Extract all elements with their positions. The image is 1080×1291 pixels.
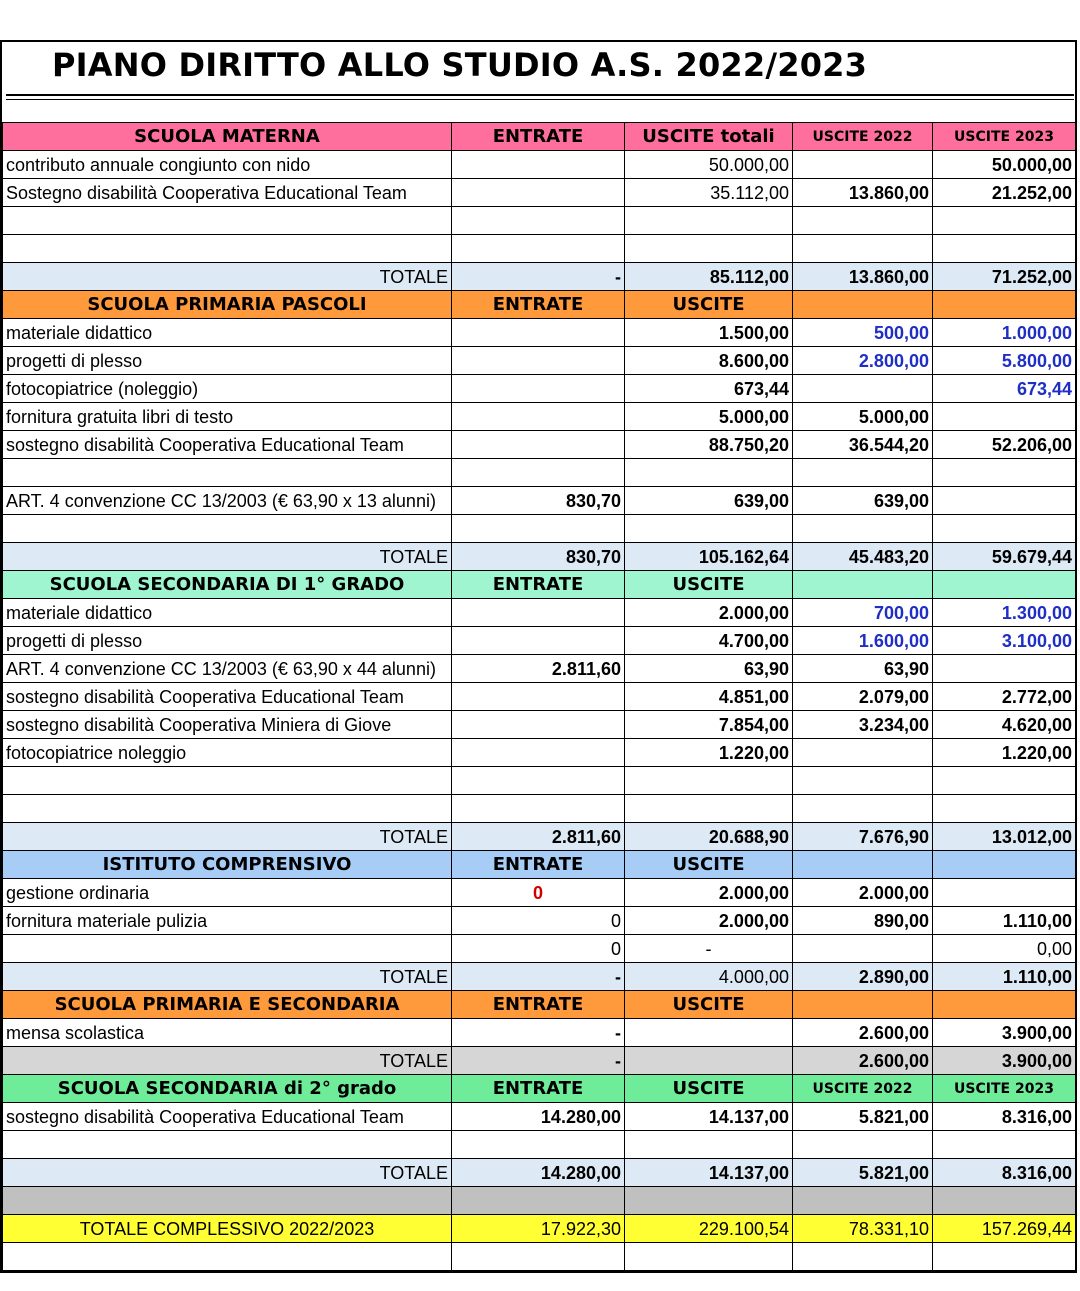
cell-uscite-2022[interactable] xyxy=(793,291,933,319)
cell-uscite-2022[interactable]: 1.600,00 xyxy=(793,627,933,655)
cell-uscite-2023[interactable] xyxy=(933,207,1076,235)
cell-uscite-2022[interactable] xyxy=(793,767,933,795)
cell-uscite-totali[interactable]: USCITE xyxy=(625,1075,793,1103)
cell-uscite-2023[interactable]: 4.620,00 xyxy=(933,711,1076,739)
total-row xyxy=(3,1159,1076,1187)
table-row xyxy=(3,599,1076,627)
cell-uscite-totali[interactable] xyxy=(625,1243,793,1271)
cell-uscite-totali[interactable]: 85.112,00 xyxy=(625,263,793,291)
cell-uscite-2022[interactable] xyxy=(793,571,933,599)
budget-table-body xyxy=(3,123,1076,1271)
cell-uscite-2023[interactable] xyxy=(933,767,1076,795)
cell-entrate[interactable]: 830,70 xyxy=(452,487,625,515)
cell-description[interactable]: progetti di plesso xyxy=(3,347,452,375)
cell-uscite-2022[interactable]: 5.821,00 xyxy=(793,1159,933,1187)
total-row xyxy=(3,823,1076,851)
table-row xyxy=(3,515,1076,543)
cell-uscite-2023[interactable] xyxy=(933,991,1076,1019)
cell-uscite-totali[interactable]: 14.137,00 xyxy=(625,1159,793,1187)
cell-uscite-totali[interactable]: 63,90 xyxy=(625,655,793,683)
grand-total-row xyxy=(3,1215,1076,1243)
cell-description[interactable]: ART. 4 convenzione CC 13/2003 (€ 63,90 x 13 alunni) xyxy=(3,487,452,515)
section-header-row xyxy=(3,123,1076,151)
cell-uscite-totali[interactable]: USCITE xyxy=(625,291,793,319)
cell-description[interactable]: progetti di plesso xyxy=(3,627,452,655)
cell-description[interactable]: sostegno disabilità Cooperativa Educational Team xyxy=(3,1103,452,1131)
cell-uscite-2023[interactable] xyxy=(933,571,1076,599)
cell-entrate[interactable] xyxy=(452,1187,625,1215)
cell-uscite-2022[interactable] xyxy=(793,459,933,487)
cell-entrate[interactable] xyxy=(452,795,625,823)
cell-entrate[interactable] xyxy=(452,207,625,235)
cell-uscite-totali[interactable]: 8.600,00 xyxy=(625,347,793,375)
cell-uscite-2023[interactable]: 1.110,00 xyxy=(933,963,1076,991)
cell-uscite-2022[interactable] xyxy=(793,207,933,235)
cell-uscite-2023[interactable]: USCITE 2023 xyxy=(933,1075,1076,1103)
section-header-row xyxy=(3,991,1076,1019)
cell-uscite-totali[interactable] xyxy=(625,1131,793,1159)
cell-description[interactable]: TOTALE xyxy=(3,963,452,991)
cell-description[interactable]: SCUOLA PRIMARIA PASCOLI xyxy=(3,291,452,319)
cell-uscite-2022[interactable] xyxy=(793,515,933,543)
cell-uscite-2022[interactable] xyxy=(793,851,933,879)
table-row xyxy=(3,935,1076,963)
cell-uscite-2022[interactable]: 2.000,00 xyxy=(793,879,933,907)
cell-uscite-totali[interactable]: 639,00 xyxy=(625,487,793,515)
cell-description[interactable]: fornitura materiale pulizia xyxy=(3,907,452,935)
table-row xyxy=(3,655,1076,683)
cell-entrate[interactable]: 0 xyxy=(452,879,625,907)
section-header-row xyxy=(3,851,1076,879)
cell-uscite-2023[interactable]: 21.252,00 xyxy=(933,179,1076,207)
cell-description[interactable]: materiale didattico xyxy=(3,599,452,627)
cell-entrate[interactable] xyxy=(452,459,625,487)
cell-uscite-totali[interactable]: USCITE totali xyxy=(625,123,793,151)
cell-description[interactable]: sostegno disabilità Cooperativa Educational Team xyxy=(3,431,452,459)
cell-uscite-2023[interactable]: 3.100,00 xyxy=(933,627,1076,655)
cell-description[interactable]: mensa scolastica xyxy=(3,1019,452,1047)
cell-uscite-totali[interactable]: - xyxy=(625,935,793,963)
cell-uscite-2023[interactable]: 71.252,00 xyxy=(933,263,1076,291)
cell-entrate[interactable]: ENTRATE xyxy=(452,291,625,319)
cell-description[interactable]: SCUOLA SECONDARIA di 2° grado xyxy=(3,1075,452,1103)
cell-entrate[interactable] xyxy=(452,151,625,179)
cell-uscite-2022[interactable] xyxy=(793,1131,933,1159)
table-row xyxy=(3,795,1076,823)
cell-description[interactable]: contributo annuale congiunto con nido xyxy=(3,151,452,179)
cell-entrate[interactable]: 0 xyxy=(452,907,625,935)
cell-uscite-2022[interactable]: 5.000,00 xyxy=(793,403,933,431)
cell-uscite-2022[interactable] xyxy=(793,1187,933,1215)
cell-entrate[interactable] xyxy=(452,599,625,627)
cell-uscite-2023[interactable] xyxy=(933,851,1076,879)
cell-description[interactable]: SCUOLA PRIMARIA E SECONDARIA xyxy=(3,991,452,1019)
cell-uscite-2023[interactable]: 1.300,00 xyxy=(933,599,1076,627)
title-divider-secondary xyxy=(6,99,1074,100)
table-row xyxy=(3,487,1076,515)
cell-uscite-2023[interactable] xyxy=(933,655,1076,683)
cell-uscite-2023[interactable]: 157.269,44 xyxy=(933,1215,1076,1243)
cell-uscite-2022[interactable] xyxy=(793,935,933,963)
cell-entrate[interactable]: 0 xyxy=(452,935,625,963)
cell-description[interactable]: TOTALE xyxy=(3,543,452,571)
cell-entrate[interactable]: ENTRATE xyxy=(452,991,625,1019)
cell-description[interactable]: sostegno disabilità Cooperativa Educational Team xyxy=(3,683,452,711)
table-row xyxy=(3,1131,1076,1159)
cell-uscite-2023[interactable]: 5.800,00 xyxy=(933,347,1076,375)
cell-description[interactable]: fornitura gratuita libri di testo xyxy=(3,403,452,431)
table-row xyxy=(3,375,1076,403)
cell-entrate[interactable]: ENTRATE xyxy=(452,123,625,151)
section-header-row xyxy=(3,1075,1076,1103)
cell-uscite-totali[interactable]: USCITE xyxy=(625,571,793,599)
cell-uscite-totali[interactable] xyxy=(625,1019,793,1047)
cell-entrate[interactable] xyxy=(452,683,625,711)
cell-entrate[interactable] xyxy=(452,767,625,795)
cell-description[interactable]: sostegno disabilità Cooperativa Miniera di Giove xyxy=(3,711,452,739)
cell-entrate[interactable] xyxy=(452,375,625,403)
cell-entrate[interactable]: 2.811,60 xyxy=(452,655,625,683)
table-row xyxy=(3,1243,1076,1271)
cell-uscite-2023[interactable] xyxy=(933,1187,1076,1215)
table-row xyxy=(3,403,1076,431)
cell-uscite-totali[interactable] xyxy=(625,795,793,823)
cell-uscite-2022[interactable]: 500,00 xyxy=(793,319,933,347)
table-row xyxy=(3,739,1076,767)
cell-uscite-2023[interactable]: 673,44 xyxy=(933,375,1076,403)
cell-uscite-totali[interactable] xyxy=(625,1187,793,1215)
cell-entrate[interactable] xyxy=(452,431,625,459)
cell-uscite-2022[interactable]: 890,00 xyxy=(793,907,933,935)
table-row xyxy=(3,235,1076,263)
cell-uscite-totali[interactable] xyxy=(625,1047,793,1075)
cell-uscite-totali[interactable] xyxy=(625,459,793,487)
cell-description[interactable]: fotocopiatrice (noleggio) xyxy=(3,375,452,403)
cell-description[interactable]: TOTALE xyxy=(3,1047,452,1075)
cell-description[interactable]: TOTALE xyxy=(3,1159,452,1187)
cell-uscite-2023[interactable]: 8.316,00 xyxy=(933,1103,1076,1131)
cell-entrate[interactable]: ENTRATE xyxy=(452,851,625,879)
cell-uscite-2023[interactable] xyxy=(933,235,1076,263)
cell-uscite-2023[interactable]: 59.679,44 xyxy=(933,543,1076,571)
cell-uscite-totali[interactable] xyxy=(625,767,793,795)
cell-description[interactable]: TOTALE COMPLESSIVO 2022/2023 xyxy=(3,1215,452,1243)
cell-uscite-totali[interactable]: 4.700,00 xyxy=(625,627,793,655)
section-header-row xyxy=(3,571,1076,599)
cell-uscite-2022[interactable]: 45.483,20 xyxy=(793,543,933,571)
cell-entrate[interactable] xyxy=(452,347,625,375)
cell-uscite-2022[interactable]: 2.800,00 xyxy=(793,347,933,375)
page-title: PIANO DIRITTO ALLO STUDIO A.S. 2022/2023 xyxy=(52,46,868,84)
cell-uscite-2023[interactable] xyxy=(933,795,1076,823)
cell-uscite-totali[interactable]: 105.162,64 xyxy=(625,543,793,571)
cell-description[interactable] xyxy=(3,207,452,235)
cell-uscite-2023[interactable]: USCITE 2023 xyxy=(933,123,1076,151)
cell-description[interactable] xyxy=(3,1187,452,1215)
total-row xyxy=(3,263,1076,291)
cell-description[interactable]: ISTITUTO COMPRENSIVO xyxy=(3,851,452,879)
cell-entrate[interactable] xyxy=(452,403,625,431)
cell-uscite-2023[interactable]: 3.900,00 xyxy=(933,1019,1076,1047)
cell-uscite-totali[interactable]: 1.220,00 xyxy=(625,739,793,767)
cell-uscite-2023[interactable] xyxy=(933,459,1076,487)
cell-description[interactable] xyxy=(3,767,452,795)
cell-uscite-2022[interactable]: 78.331,10 xyxy=(793,1215,933,1243)
budget-table xyxy=(2,122,1076,1271)
table-row xyxy=(3,151,1076,179)
section-header-row xyxy=(3,291,1076,319)
table-row xyxy=(3,431,1076,459)
cell-uscite-2023[interactable]: 1.110,00 xyxy=(933,907,1076,935)
cell-uscite-2023[interactable]: 1.000,00 xyxy=(933,319,1076,347)
cell-entrate[interactable] xyxy=(452,179,625,207)
cell-description[interactable]: fotocopiatrice noleggio xyxy=(3,739,452,767)
table-row xyxy=(3,907,1076,935)
cell-uscite-2022[interactable]: 36.544,20 xyxy=(793,431,933,459)
table-row xyxy=(3,879,1076,907)
cell-uscite-2022[interactable] xyxy=(793,151,933,179)
table-row xyxy=(3,627,1076,655)
total-row xyxy=(3,963,1076,991)
cell-uscite-2022[interactable]: 2.079,00 xyxy=(793,683,933,711)
cell-uscite-2023[interactable]: 8.316,00 xyxy=(933,1159,1076,1187)
cell-uscite-totali[interactable]: 229.100,54 xyxy=(625,1215,793,1243)
cell-entrate[interactable] xyxy=(452,515,625,543)
table-row xyxy=(3,1019,1076,1047)
cell-description[interactable]: Sostegno disabilità Cooperativa Educational Team xyxy=(3,179,452,207)
cell-uscite-2023[interactable] xyxy=(933,487,1076,515)
table-row xyxy=(3,711,1076,739)
cell-uscite-totali[interactable] xyxy=(625,207,793,235)
cell-uscite-2022[interactable] xyxy=(793,991,933,1019)
cell-uscite-totali[interactable]: 2.000,00 xyxy=(625,879,793,907)
cell-entrate[interactable]: 14.280,00 xyxy=(452,1103,625,1131)
cell-uscite-2023[interactable] xyxy=(933,403,1076,431)
cell-uscite-2022[interactable]: 639,00 xyxy=(793,487,933,515)
cell-entrate[interactable] xyxy=(452,739,625,767)
cell-uscite-2023[interactable] xyxy=(933,1131,1076,1159)
cell-entrate[interactable]: 17.922,30 xyxy=(452,1215,625,1243)
cell-uscite-2022[interactable] xyxy=(793,1243,933,1271)
table-row xyxy=(3,683,1076,711)
cell-entrate[interactable] xyxy=(452,319,625,347)
cell-description[interactable]: ART. 4 convenzione CC 13/2003 (€ 63,90 x 44 alunni) xyxy=(3,655,452,683)
cell-entrate[interactable]: - xyxy=(452,1019,625,1047)
cell-description[interactable]: materiale didattico xyxy=(3,319,452,347)
cell-uscite-2022[interactable]: 5.821,00 xyxy=(793,1103,933,1131)
cell-uscite-2023[interactable] xyxy=(933,515,1076,543)
cell-uscite-2022[interactable]: 13.860,00 xyxy=(793,263,933,291)
cell-uscite-totali[interactable]: 4.851,00 xyxy=(625,683,793,711)
cell-entrate[interactable] xyxy=(452,711,625,739)
cell-uscite-2023[interactable]: 1.220,00 xyxy=(933,739,1076,767)
cell-entrate[interactable]: ENTRATE xyxy=(452,571,625,599)
cell-entrate[interactable]: ENTRATE xyxy=(452,1075,625,1103)
cell-entrate[interactable]: - xyxy=(452,263,625,291)
cell-uscite-2022[interactable]: USCITE 2022 xyxy=(793,123,933,151)
cell-uscite-totali[interactable]: 2.000,00 xyxy=(625,907,793,935)
cell-uscite-2022[interactable]: 2.890,00 xyxy=(793,963,933,991)
table-row xyxy=(3,767,1076,795)
cell-uscite-2022[interactable]: 2.600,00 xyxy=(793,1019,933,1047)
cell-uscite-2022[interactable] xyxy=(793,795,933,823)
cell-uscite-2022[interactable]: 700,00 xyxy=(793,599,933,627)
cell-uscite-2022[interactable]: 3.234,00 xyxy=(793,711,933,739)
cell-entrate[interactable] xyxy=(452,627,625,655)
table-row xyxy=(3,319,1076,347)
cell-uscite-2023[interactable]: 3.900,00 xyxy=(933,1047,1076,1075)
cell-uscite-2023[interactable] xyxy=(933,1243,1076,1271)
cell-uscite-totali[interactable]: 20.688,90 xyxy=(625,823,793,851)
cell-entrate[interactable]: - xyxy=(452,1047,625,1075)
cell-uscite-2022[interactable]: USCITE 2022 xyxy=(793,1075,933,1103)
table-row xyxy=(3,347,1076,375)
cell-entrate[interactable] xyxy=(452,235,625,263)
cell-entrate[interactable] xyxy=(452,1131,625,1159)
cell-uscite-2023[interactable] xyxy=(933,879,1076,907)
cell-uscite-totali[interactable]: 5.000,00 xyxy=(625,403,793,431)
table-row xyxy=(3,459,1076,487)
table-row xyxy=(3,1103,1076,1131)
cell-uscite-2023[interactable]: 0,00 xyxy=(933,935,1076,963)
cell-uscite-2022[interactable] xyxy=(793,235,933,263)
cell-uscite-totali[interactable]: 35.112,00 xyxy=(625,179,793,207)
cell-uscite-totali[interactable]: 50.000,00 xyxy=(625,151,793,179)
cell-uscite-totali[interactable]: 4.000,00 xyxy=(625,963,793,991)
cell-description[interactable] xyxy=(3,459,452,487)
cell-uscite-totali[interactable]: 1.500,00 xyxy=(625,319,793,347)
cell-uscite-totali[interactable]: 88.750,20 xyxy=(625,431,793,459)
cell-uscite-2023[interactable]: 13.012,00 xyxy=(933,823,1076,851)
table-row xyxy=(3,207,1076,235)
cell-description[interactable]: TOTALE xyxy=(3,823,452,851)
cell-description[interactable] xyxy=(3,235,452,263)
cell-uscite-2023[interactable]: 2.772,00 xyxy=(933,683,1076,711)
cell-uscite-totali[interactable]: 14.137,00 xyxy=(625,1103,793,1131)
cell-uscite-2022[interactable] xyxy=(793,739,933,767)
spacer-row xyxy=(3,1187,1076,1215)
cell-entrate[interactable]: 2.811,60 xyxy=(452,823,625,851)
cell-uscite-2022[interactable]: 13.860,00 xyxy=(793,179,933,207)
cell-uscite-totali[interactable]: 2.000,00 xyxy=(625,599,793,627)
cell-uscite-totali[interactable]: 7.854,00 xyxy=(625,711,793,739)
cell-description[interactable] xyxy=(3,935,452,963)
cell-uscite-totali[interactable] xyxy=(625,235,793,263)
cell-uscite-2022[interactable] xyxy=(793,375,933,403)
total-row xyxy=(3,1047,1076,1075)
cell-uscite-2023[interactable]: 50.000,00 xyxy=(933,151,1076,179)
cell-description[interactable] xyxy=(3,515,452,543)
cell-description[interactable]: gestione ordinaria xyxy=(3,879,452,907)
cell-uscite-2022[interactable]: 7.676,90 xyxy=(793,823,933,851)
cell-uscite-2023[interactable] xyxy=(933,291,1076,319)
cell-entrate[interactable]: - xyxy=(452,963,625,991)
cell-entrate[interactable] xyxy=(452,1243,625,1271)
title-divider xyxy=(6,94,1074,96)
cell-description[interactable]: SCUOLA SECONDARIA DI 1° GRADO xyxy=(3,571,452,599)
cell-description[interactable] xyxy=(3,1243,452,1271)
cell-description[interactable]: TOTALE xyxy=(3,263,452,291)
cell-description[interactable]: SCUOLA MATERNA xyxy=(3,123,452,151)
cell-uscite-2022[interactable]: 2.600,00 xyxy=(793,1047,933,1075)
cell-uscite-2023[interactable]: 52.206,00 xyxy=(933,431,1076,459)
cell-uscite-totali[interactable]: USCITE xyxy=(625,991,793,1019)
cell-description[interactable] xyxy=(3,1131,452,1159)
cell-entrate[interactable]: 14.280,00 xyxy=(452,1159,625,1187)
cell-entrate[interactable]: 830,70 xyxy=(452,543,625,571)
cell-uscite-totali[interactable] xyxy=(625,515,793,543)
total-row xyxy=(3,543,1076,571)
cell-uscite-totali[interactable]: 673,44 xyxy=(625,375,793,403)
cell-uscite-totali[interactable]: USCITE xyxy=(625,851,793,879)
cell-uscite-2022[interactable]: 63,90 xyxy=(793,655,933,683)
table-row xyxy=(3,179,1076,207)
cell-description[interactable] xyxy=(3,795,452,823)
